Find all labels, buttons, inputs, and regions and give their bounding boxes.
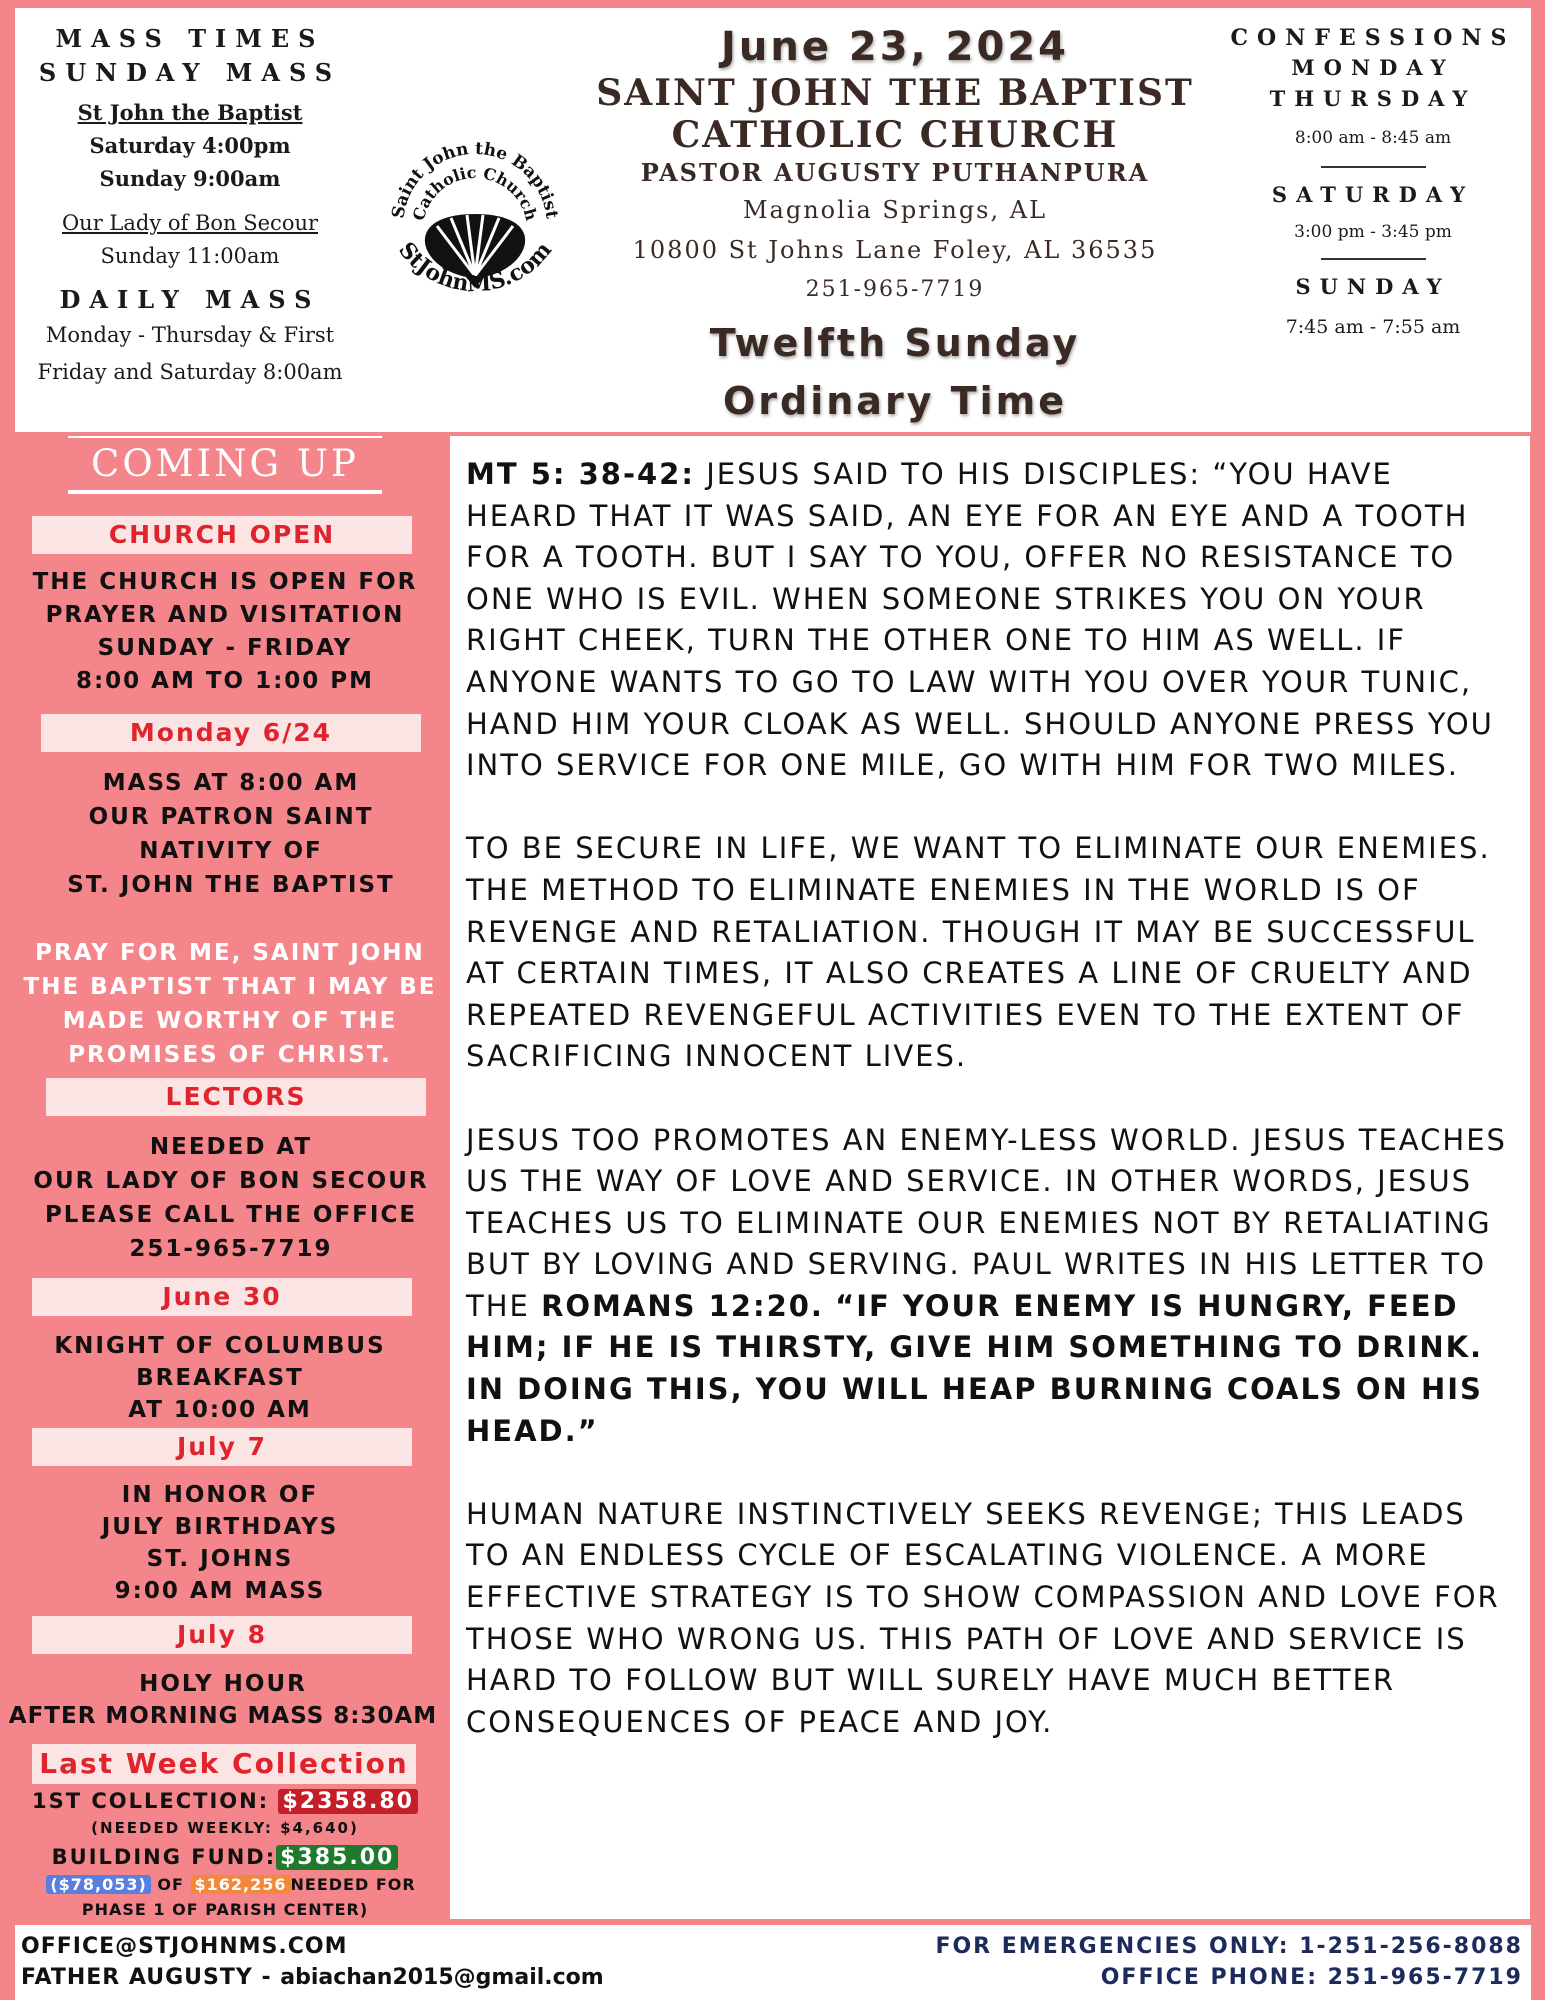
reflection-paragraph — [466, 1120, 1516, 1453]
first-collection-row — [0, 1786, 450, 1817]
gospel-paragraph — [466, 454, 1516, 787]
divider — [1321, 258, 1426, 260]
lectors-header: LECTORS — [46, 1078, 426, 1116]
confessions-saturday: SATURDAY — [1271, 182, 1475, 207]
confessions-sunday-time: 7:45 am - 7:55 am — [1285, 316, 1461, 338]
church-logo — [375, 126, 575, 326]
june-30-header: June 30 — [32, 1278, 412, 1316]
church-info-block — [575, 22, 1215, 430]
reflection-paragraph: TO BE SECURE IN LIFE, WE WANT TO ELIMINATE OUR ENEMIES. THE METHOD TO ELIMINATE ENEMIES IN THE WORLD IS OF REVENGE AND RETALIATION. THOUGH IT MAY BE SUCCESSFUL AT CERTAIN TIMES, IT ALSO CREATES A LINE OF CRUELTY AND REPEATED REVENGEFUL ACTIVITIES EVEN TO THE EXTENT OF SACRIFICING INNOCENT LIVES. — [466, 831, 1491, 1074]
july-7-header: July 7 — [32, 1428, 412, 1466]
church-open-line: PRAYER AND VISITATION — [45, 602, 405, 628]
scripture-reference: ROMANS 12:20. — [541, 1288, 824, 1323]
july-7-line: ST. JOHNS — [146, 1546, 294, 1572]
monday-header: Monday 6/24 — [41, 714, 421, 752]
june-30-line: KNIGHT OF COLUMBUS — [54, 1333, 386, 1359]
needed-for-text: NEEDED FOR — [290, 1875, 416, 1894]
prayer-block — [6, 936, 454, 1072]
church-location: Magnolia Springs, AL — [742, 196, 1048, 224]
monday-details — [0, 766, 462, 902]
confessions-weekday-time: 8:00 am - 8:45 am — [1294, 128, 1452, 148]
july-8-line: HOLY HOUR — [139, 1671, 307, 1697]
gospel-reference: MT 5: 38-42: — [466, 457, 695, 491]
building-goal-row — [16, 1873, 446, 1897]
lectors-line: NEEDED AT — [149, 1134, 313, 1160]
july-7-line: IN HONOR OF — [121, 1482, 319, 1508]
divider — [68, 490, 382, 494]
mass-times-title: MASS TIMES — [55, 24, 325, 53]
church-open-details — [0, 566, 450, 698]
lectors-line: PLEASE CALL THE OFFICE — [44, 1202, 418, 1228]
lectors-details — [0, 1130, 462, 1266]
logo-website: StJohnMS.com — [393, 236, 557, 298]
confessions-saturday-time: 3:00 pm - 3:45 pm — [1294, 222, 1452, 242]
sunday-mass-title: SUNDAY MASS — [38, 58, 342, 87]
st-john-sunday-time: Sunday 9:00am — [99, 166, 281, 191]
july-7-line: JULY BIRTHDAYS — [101, 1514, 339, 1540]
prayer-line: MADE WORTHY OF THE — [62, 1008, 398, 1034]
scripture-quote: “IF YOUR ENEMY IS HUNGRY, FEED HIM; IF HE IS THIRSTY, GIVE HIM SOMETHING TO DRINK. IN DOING THIS, YOU WILL HEAP BURNING COALS ON HIS HEAD.” — [466, 1288, 1484, 1448]
july-8-line: AFTER MORNING MASS 8:30AM — [8, 1703, 438, 1729]
lectors-line: OUR LADY OF BON SECOUR — [33, 1168, 429, 1194]
gospel-reflection-panel — [450, 436, 1530, 1919]
daily-mass-line2: Friday and Saturday 8:00am — [37, 360, 343, 384]
building-fund-value: $385.00 — [276, 1845, 398, 1870]
church-open-line: THE CHURCH IS OPEN FOR — [32, 569, 418, 595]
prayer-line: PRAY FOR ME, SAINT JOHN — [35, 940, 425, 966]
st-john-label: St John the Baptist — [77, 100, 303, 125]
church-name-line2: CATHOLIC CHURCH — [671, 114, 1119, 156]
daily-mass-line1: Monday - Thursday & First — [45, 323, 335, 347]
church-address: 10800 St Johns Lane Foley, AL 36535 — [632, 236, 1158, 264]
emergency-phone[interactable]: FOR EMERGENCIES ONLY: 1-251-256-8088 — [935, 1934, 1523, 1959]
scallop-shell-icon — [375, 126, 575, 326]
reflection-paragraph: HUMAN NATURE INSTINCTIVELY SEEKS REVENGE; THIS LEADS TO AN ENDLESS CYCLE OF ESCALATING VIOLENCE. A MORE EFFECTIVE STRATEGY IS TO SHOW COMPASSION AND LOVE FOR THOSE WHO WRONG US. THIS PATH OF LOVE AND SERVICE IS HARD TO FOLLOW BUT WILL SURELY HAVE MUCH BETTER CONSEQUENCES OF PEACE AND JOY. — [466, 1496, 1500, 1739]
church-open-header: CHURCH OPEN — [32, 516, 412, 554]
building-goal-value: $162,256 — [191, 1875, 291, 1894]
mass-times-block — [15, 22, 365, 391]
church-name-line1: SAINT JOHN THE BAPTIST — [596, 72, 1194, 114]
building-deficit-value: ($78,053) — [46, 1875, 151, 1894]
bulletin-header — [15, 8, 1531, 432]
st-john-saturday-time: Saturday 4:00pm — [89, 133, 291, 158]
church-phone: 251-965-7719 — [805, 277, 985, 302]
last-week-collection-header: Last Week Collection — [32, 1744, 416, 1784]
confessions-weekday-line1: MONDAY — [1291, 55, 1455, 80]
june-30-line: BREAKFAST — [136, 1365, 304, 1391]
monday-line: OUR PATRON SAINT — [88, 804, 374, 830]
bon-secour-sunday-time: Sunday 11:00am — [100, 244, 280, 268]
office-email[interactable]: OFFICE@STJOHNMS.COM — [21, 1934, 348, 1959]
needed-weekly: (NEEDED WEEKLY: $4,640) — [91, 1819, 359, 1837]
july-7-line: 9:00 AM MASS — [114, 1578, 326, 1604]
lectors-line: 251-965-7719 — [129, 1236, 333, 1262]
logo-arc-line2: Catholic Church — [408, 162, 542, 223]
gospel-reflection-text — [466, 454, 1516, 1785]
prayer-line: PROMISES OF CHRIST. — [68, 1042, 392, 1068]
pastor-name: PASTOR AUGUSTY PUTHANPURA — [640, 158, 1150, 187]
church-open-line: SUNDAY - FRIDAY — [97, 635, 353, 661]
church-open-line: 8:00 AM TO 1:00 PM — [75, 668, 375, 694]
confessions-sunday: SUNDAY — [1295, 274, 1451, 299]
bulletin-date: June 23, 2024 — [720, 24, 1069, 70]
office-phone[interactable]: OFFICE PHONE: 251-965-7719 — [1100, 1965, 1523, 1990]
father-contact — [21, 1965, 604, 1990]
confessions-block — [1215, 22, 1531, 352]
confessions-weekday-line2: THURSDAY — [1269, 86, 1477, 111]
liturgical-sunday-line1: Twelfth Sunday — [709, 321, 1081, 365]
prayer-line: THE BAPTIST THAT I MAY BE — [23, 974, 437, 1000]
july-8-header: July 8 — [32, 1616, 412, 1654]
monday-line: MASS AT 8:00 AM — [102, 770, 360, 796]
daily-mass-title: DAILY MASS — [59, 285, 321, 314]
building-fund-row — [0, 1842, 450, 1873]
father-email[interactable]: abiachan2015@gmail.com — [280, 1965, 604, 1990]
logo-arc-line1: Saint John the Baptist — [388, 138, 562, 220]
building-fund-label: BUILDING FUND: — [51, 1845, 277, 1869]
coming-up-title: COMING UP — [91, 442, 359, 485]
divider — [68, 436, 382, 438]
july-8-details — [0, 1668, 446, 1732]
confessions-title: CONFESSIONS — [1230, 25, 1516, 51]
divider — [1321, 166, 1426, 168]
first-collection-value: $2358.80 — [278, 1789, 418, 1814]
liturgical-sunday-line2: Ordinary Time — [722, 379, 1068, 423]
of-text: OF — [157, 1875, 184, 1894]
first-collection-label: 1ST COLLECTION: — [32, 1789, 270, 1813]
coming-up-sidebar — [0, 436, 450, 1924]
parish-center-phase: PHASE 1 OF PARISH CENTER) — [81, 1900, 369, 1919]
monday-line: NATIVITY OF — [139, 838, 323, 864]
gospel-reading: JESUS SAID TO HIS DISCIPLES: “YOU HAVE HEARD THAT IT WAS SAID, AN EYE FOR AN EYE AND A TOOTH FOR A TOOTH. BUT I SAY TO YOU, OFFER NO RESISTANCE TO ONE WHO IS EVIL. WHEN SOMEONE STRIKES YOU ON YOUR RIGHT CHEEK, TURN THE OTHER ONE TO HIM AS WELL. IF ANYONE WANTS TO GO TO LAW WITH YOU OVER YOUR TUNIC, HAND HIM YOUR CLOAK AS WELL. SHOULD ANYONE PRESS YOU INTO SERVICE FOR ONE MILE, GO WITH HIM FOR TWO MILES. — [466, 457, 1494, 783]
bon-secour-label: Our Lady of Bon Secour — [61, 211, 319, 235]
july-7-details — [0, 1479, 440, 1607]
father-label: FATHER AUGUSTY - — [21, 1965, 272, 1990]
contact-footer — [15, 1925, 1531, 2000]
june-30-line: AT 10:00 AM — [128, 1397, 312, 1423]
june-30-details — [0, 1330, 440, 1426]
monday-line: ST. JOHN THE BAPTIST — [67, 872, 395, 898]
reflection-text: JESUS TOO PROMOTES AN ENEMY-LESS WORLD. JESUS TEACHES US THE WAY OF LOVE AND SERVICE. IN OTHER WORDS, JESUS TEACHES US TO ELIMINATE OUR ENEMIES NOT BY RETALIATING BUT BY LOVING AND SERVING. PAUL WRITES IN HIS LETTER TO THE — [466, 1122, 1507, 1323]
